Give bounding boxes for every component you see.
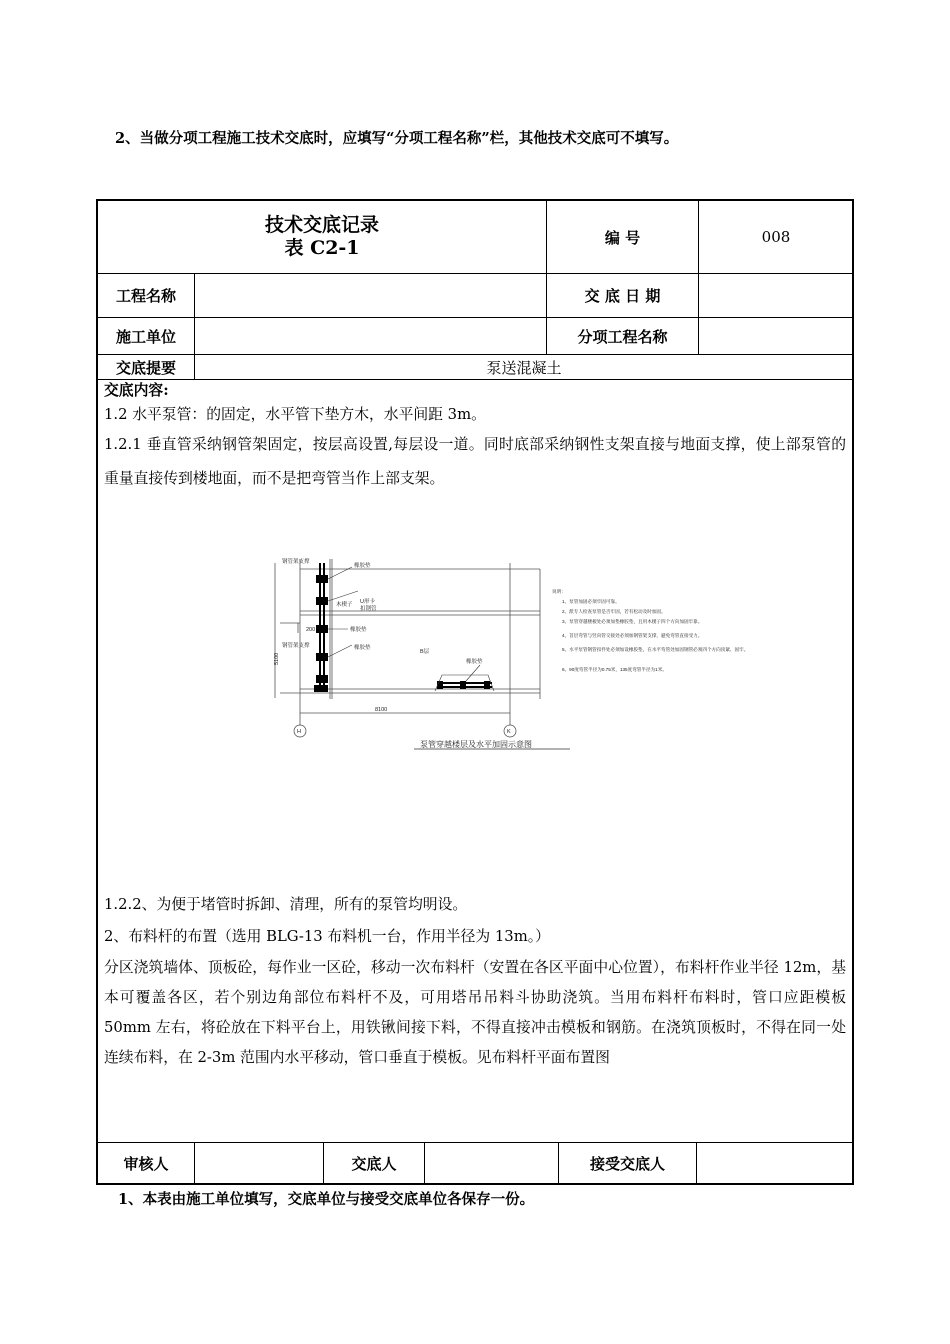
axis-k: K xyxy=(507,729,511,735)
pump-pipe-diagram xyxy=(270,553,830,763)
diagram-caption: 泵管穿越楼层及水平加固示意图 xyxy=(420,740,532,749)
discloser-label: 交底人 xyxy=(351,1155,397,1173)
top-note: 2、当做分项工程施工技术交底时，应填写“分项工程名称”栏，其他技术交底可不填写。 xyxy=(115,130,679,147)
label-8100: 8100 xyxy=(375,707,388,713)
reviewer-value[interactable] xyxy=(195,1143,323,1184)
receiver-label: 接受交底人 xyxy=(589,1155,665,1173)
note-4: 4、首层弯管与竖向管交接处必须加钢管架支撑，避免弯管直接受力。 xyxy=(562,633,703,638)
project-name-label: 工程名称 xyxy=(115,287,176,305)
date-value[interactable] xyxy=(699,274,853,317)
axis-h: H xyxy=(297,729,301,735)
label-rubber-pad-2: 橡胶垫 xyxy=(350,627,367,633)
sub-project-label: 分项工程名称 xyxy=(577,327,668,346)
label-5100: 5100 xyxy=(274,652,280,665)
date-label: 交 底 日 期 xyxy=(584,287,661,305)
receiver-value[interactable] xyxy=(697,1143,853,1184)
label-rubber-pad-1: 橡胶垫 xyxy=(354,563,371,569)
content-p5: 分区浇筑墙体、顶板砼，每作业一区砼，移动一次布料杆（安置在各区平面中心位置），布料杆作业半径 12m，基本可覆盖各区，若个别边角部位布料杆不及，可用塔吊吊料斗协助浇筑。当用布料杆布料时，管口应距模板 50mm 左右，将砼放在下料平台上，用铁锹间接下料，不得直接冲击模板和钢筋。在浇筑顶板时，不得在同一处连续布料，在 2-3m 范围内水平移动，管口垂直于模板。见布料杆平面布置图 xyxy=(104,959,846,1066)
form-title-line2: 表 C2-1 xyxy=(284,237,360,259)
sub-project-value[interactable] xyxy=(699,318,853,354)
unit-value[interactable] xyxy=(195,318,546,354)
label-wood-wedge: 木楔子 xyxy=(336,602,353,608)
content-p2: 1.2.1 垂直管采纳钢管架固定，按层高设置,每层设一道。同时底部采纳钢性支架直接与地面支撑，使上部泵管的重量直接传到楼地面，而不是把弯管当作上部支架。 xyxy=(104,436,846,487)
form-title-line1: 技术交底记录 xyxy=(264,214,379,236)
content-p1: 1.2 水平泵管：的固定，水平管下垫方木，水平间距 3m。 xyxy=(104,406,486,423)
label-steel-support: 钢管架支撑 xyxy=(282,559,310,565)
label-rubber-pad-3: 橡胶垫 xyxy=(354,645,371,651)
note-6: 6、90度弯管半径为0.75米，135度弯管半径为1米。 xyxy=(562,667,667,672)
notes-title: 说明： xyxy=(552,589,566,594)
bottom-note: 1、本表由施工单位填写，交底单位与接受交底单位各保存一份。 xyxy=(118,1191,535,1208)
content-p4: 2、布料杆的布置（选用 BLG-13 布料机一台，作用半径为 13m。） xyxy=(104,928,550,945)
note-1: 1、泵管加固必须牢固可靠。 xyxy=(562,599,620,604)
content-heading: 交底内容: xyxy=(104,382,169,399)
label-clamp: U形卡 xyxy=(360,599,375,605)
note-5: 5、水平泵管钢管扣件处必须加设橡胶垫，在水平弯管处加固钢管必须四个方向顶紧、固牢。 xyxy=(562,647,749,652)
discloser-value[interactable] xyxy=(425,1143,558,1184)
label-200: 200 xyxy=(306,627,316,633)
note-2: 2、派专人检查泵管是否牢固，若有松动及时加固。 xyxy=(562,609,666,614)
summary-label: 交底提要 xyxy=(115,358,176,377)
form-title xyxy=(98,201,546,273)
label-rubber-pad-4: 橡胶垫 xyxy=(466,659,483,665)
content-p3: 1.2.2、为便于堵管时拆卸、清理，所有的泵管均明设。 xyxy=(104,896,468,913)
number-value: 008 xyxy=(761,228,791,246)
unit-label: 施工单位 xyxy=(115,327,176,346)
label-steel-support-2: 钢管架支撑 xyxy=(282,643,310,649)
summary-value: 泵送混凝土 xyxy=(486,358,562,377)
content-lower xyxy=(104,889,846,1073)
reviewer-label: 审核人 xyxy=(123,1155,169,1173)
project-name-value[interactable] xyxy=(195,274,546,317)
number-label: 编 号 xyxy=(604,228,641,247)
label-steel-pipe: 扣钢管 xyxy=(360,606,377,612)
label-floor: B层 xyxy=(420,649,430,655)
content-upper xyxy=(104,380,846,496)
note-3: 3、泵管穿越楼板处必须加垫橡胶垫，且用木楔子四个方向加固牢靠。 xyxy=(562,619,703,624)
